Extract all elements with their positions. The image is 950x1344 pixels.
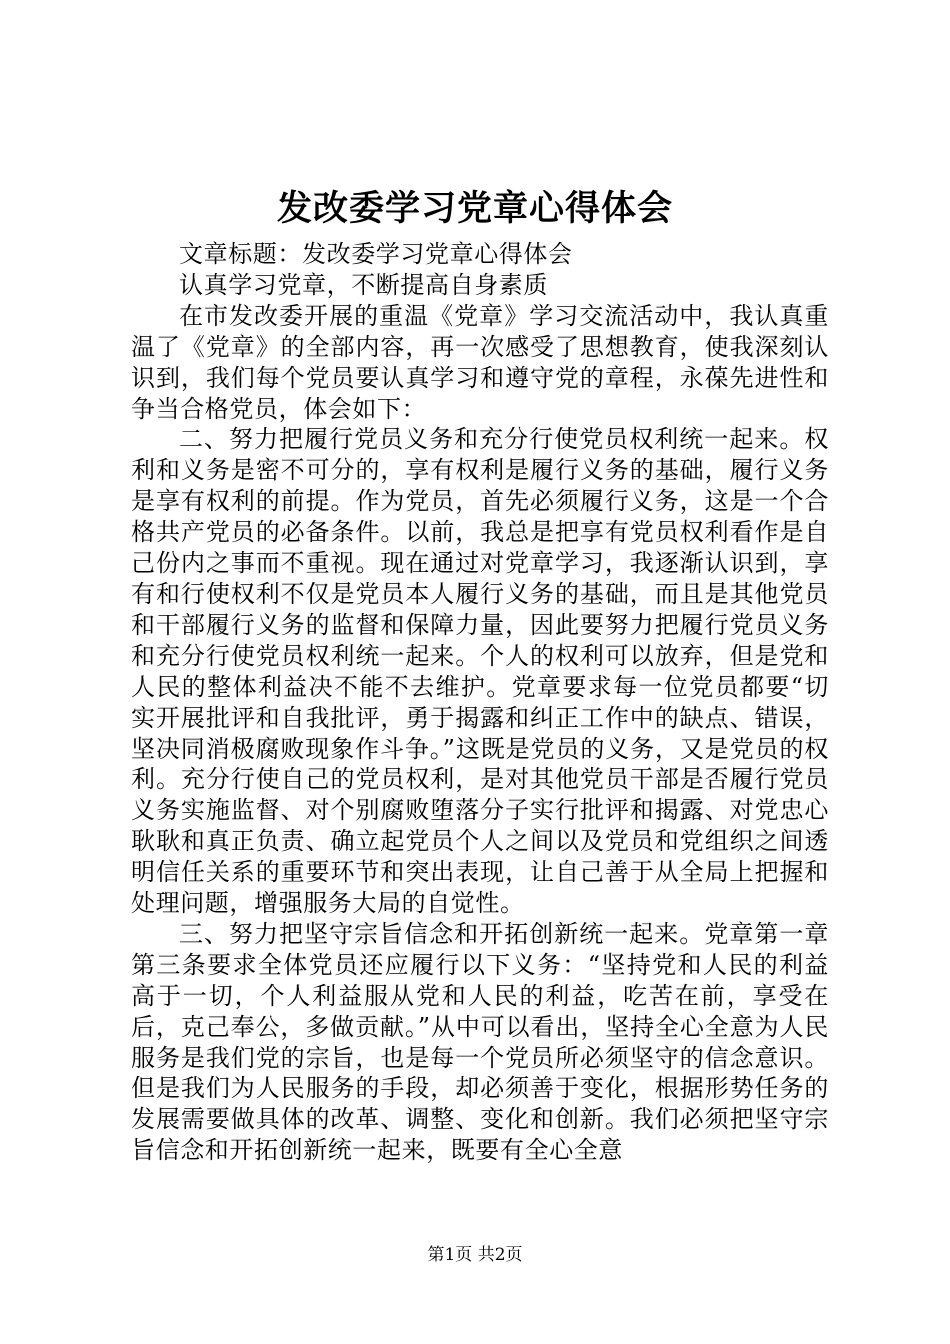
- document-title: 发改委学习党章心得体会: [276, 188, 673, 229]
- section-three-paragraph: 三、努力把坚守宗旨信念和开拓创新统一起来。党章第一章第三条要求全体党员还应履行以下义务：“坚持党和人民的利益高于一切，个人利益服从党和人民的利益，吃苦在前，享受在后，克己奉公，多做贡献。”从中可以看出，坚持全心全意为人民服务是我们党的宗旨，也是每一个党员所必须坚守的信念意识。但是我们为人民服务的手段，却必须善于变化，根据形势任务的发展需要做具体的改革、调整、变化和创新。我们必须把坚守宗旨信念和开拓创新统一起来，既要有全心全意: [131, 919, 829, 1165]
- article-title-line: 文章标题：发改委学习党章心得体会: [179, 240, 573, 268]
- subtitle-line: 认真学习党章，不断提高自身素质: [179, 270, 548, 299]
- section-two-paragraph: 二、努力把履行党员义务和充分行使党员权利统一起来。权利和义务是密不可分的，享有权利是履行义务的基础，履行义务是享有权利的前提。作为党员，首先必须履行义务，这是一个合格共产党员的必备条件。以前，我总是把享有党员权利看作是自己份内之事而不重视。现在通过对党章学习，我逐渐认识到，享有和行使权利不仅是党员本人履行义务的基础，而且是其他党员和干部履行义务的监督和保障力量，因此要努力把履行党员义务和充分行使党员权利统一起来。个人的权利可以放弃，但是党和人民的整体利益决不能不去维护。党章要求每一位党员都要“切实开展批评和自我批评，勇于揭露和纠正工作中的缺点、错误，坚决同消极腐败现象作斗争。”这既是党员的义务，又是党员的权利。充分行使自己的党员权利，是对其他党员干部是否履行党员义务实施监督、对个别腐败堕落分子实行批评和揭露、对党忠心耿耿和真正负责、确立起党员个人之间以及党员和党组织之间透明信任关系的重要环节和突出表现，让自己善于从全局上把握和处理问题，增强服务大局的自觉性。: [131, 425, 829, 918]
- document-body: [131, 239, 829, 1166]
- intro-paragraph: 在市发改委开展的重温《党章》学习交流活动中，我认真重温了《党章》的全部内容，再一次感受了思想教育，使我深刻认识到，我们每个党员要认真学习和遵守党的章程，永葆先进性和争当合格党员，体会如下：: [131, 301, 829, 423]
- page-number-footer: 第1页 共2页: [427, 1245, 523, 1265]
